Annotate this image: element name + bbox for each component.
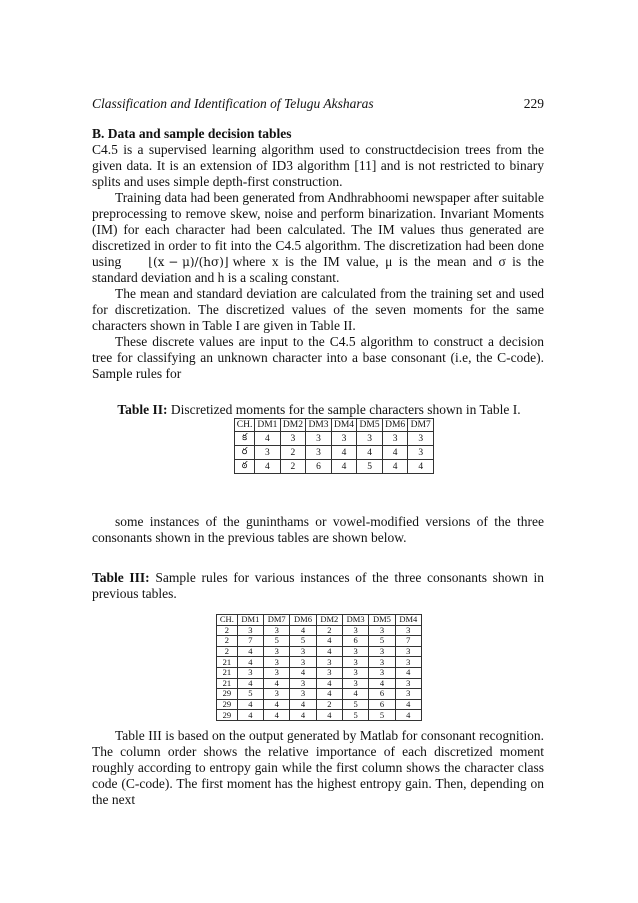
table-cell: 3 (369, 646, 395, 657)
table-cell: 2 (316, 699, 342, 710)
table-cell: 3 (357, 432, 383, 446)
column-header: DM2 (316, 615, 342, 626)
table-cell: 3 (331, 432, 357, 446)
table-cell: 4 (237, 710, 263, 721)
column-header: DM1 (237, 615, 263, 626)
table-cell: 2 (316, 625, 342, 636)
table-cell: 4 (395, 699, 421, 710)
table-cell: 3 (342, 678, 368, 689)
table-cell: 3 (280, 432, 306, 446)
table-cell: 2 (280, 446, 306, 460)
table-cell: 4 (264, 699, 290, 710)
table-cell: 4 (331, 460, 357, 474)
table-cell: ర (235, 446, 255, 460)
table-cell: 4 (316, 678, 342, 689)
column-header: DM5 (357, 419, 383, 432)
table-cell: 4 (316, 636, 342, 647)
table-cell: 4 (255, 460, 281, 474)
table-cell: 5 (290, 636, 316, 647)
table-cell: 21 (217, 657, 238, 668)
table-cell: 5 (342, 699, 368, 710)
paragraph-2 (92, 190, 544, 286)
table-cell: 3 (264, 689, 290, 700)
table-cell: 2 (217, 646, 238, 657)
table-cell: 29 (217, 710, 238, 721)
table-cell: 6 (369, 699, 395, 710)
column-header: DM6 (382, 419, 408, 432)
table-cell: 3 (264, 646, 290, 657)
table-cell: 4 (290, 667, 316, 678)
table-cell: 3 (395, 625, 421, 636)
table-cell: 3 (290, 689, 316, 700)
table-cell: 4 (237, 657, 263, 668)
paragraph-4: These discrete values are input to the C4.5 algorithm to construct a decision tree for classifying an unknown character into a base consonant (i.e, the C-code). Sample rules for (92, 334, 544, 381)
table-cell: 3 (342, 667, 368, 678)
table-cell: 4 (264, 678, 290, 689)
table-cell: 3 (342, 646, 368, 657)
table-cell: 29 (217, 689, 238, 700)
table-cell: 4 (382, 460, 408, 474)
table-cell: 5 (237, 689, 263, 700)
table-row (217, 678, 422, 689)
table-cell: 4 (237, 678, 263, 689)
table-cell: 3 (342, 625, 368, 636)
column-header: DM1 (255, 419, 281, 432)
table-cell: 5 (369, 710, 395, 721)
table-2-caption-text: Discretized moments for the sample characters shown in Table I. (167, 402, 521, 417)
table-cell: 3 (290, 678, 316, 689)
table-cell: 4 (357, 446, 383, 460)
column-header: DM3 (342, 615, 368, 626)
table-cell: 4 (369, 678, 395, 689)
table-cell: 21 (217, 678, 238, 689)
discretization-formula: ⌊(x − μ)/(hσ)⌋ (148, 255, 229, 269)
column-header: CH. (235, 419, 255, 432)
table-cell: 3 (316, 667, 342, 678)
table-row (235, 460, 434, 474)
table-cell: 4 (290, 699, 316, 710)
table-cell: 4 (290, 710, 316, 721)
table-cell: 5 (264, 636, 290, 647)
table-cell: 3 (408, 446, 434, 460)
table-cell: 3 (369, 657, 395, 668)
table-row (217, 699, 422, 710)
table-cell: 3 (395, 678, 421, 689)
table-cell: 3 (264, 657, 290, 668)
table-cell: 2 (217, 625, 238, 636)
table-cell: 3 (306, 446, 332, 460)
table-row (235, 446, 434, 460)
column-header: CH. (217, 615, 238, 626)
table-row (217, 689, 422, 700)
table-row (217, 657, 422, 668)
column-header: DM3 (306, 419, 332, 432)
table-cell: 3 (369, 667, 395, 678)
table-cell: 6 (306, 460, 332, 474)
table-cell: 3 (395, 657, 421, 668)
column-header: DM4 (395, 615, 421, 626)
table-cell: 3 (408, 432, 434, 446)
paragraph-5: some instances of the guninthams or vowel-modified versions of the three consonants shown in the previous tables are shown below. (92, 514, 544, 545)
table-cell: 4 (331, 446, 357, 460)
table-cell: 4 (316, 689, 342, 700)
running-header (92, 96, 544, 114)
section-heading: B. Data and sample decision tables (92, 126, 292, 141)
table-3 (216, 614, 422, 721)
paragraph-2b: where x is the IM value, μ is the mean and σ is the standard deviation and h is a scaling constant. (92, 254, 544, 285)
column-header: DM7 (408, 419, 434, 432)
table-cell: 5 (342, 710, 368, 721)
table-cell: ఠ (235, 460, 255, 474)
running-title: Classification and Identification of Telugu Aksharas (92, 96, 374, 111)
column-header: DM4 (331, 419, 357, 432)
column-header: DM2 (280, 419, 306, 432)
table-cell: 3 (290, 646, 316, 657)
table-cell: 3 (316, 657, 342, 668)
section-body (92, 126, 544, 382)
table-cell: 4 (237, 646, 263, 657)
table-row (217, 710, 422, 721)
table-cell: 7 (237, 636, 263, 647)
table-cell: 3 (264, 667, 290, 678)
table-row (217, 646, 422, 657)
table-cell: 4 (290, 625, 316, 636)
table-cell: క (235, 432, 255, 446)
table-3-label: Table III: (92, 570, 150, 585)
table-cell: 4 (316, 646, 342, 657)
table-row (217, 636, 422, 647)
table-cell: 4 (395, 667, 421, 678)
table-cell: 2 (217, 636, 238, 647)
table-cell: 2 (280, 460, 306, 474)
paragraph-6: Table III is based on the output generated by Matlab for consonant recognition. The column order shows the relative importance of each discretized moment roughly according to entropy gain while the first column shows the character class code (C-code). The first moment has the highest entropy gain. Then, depending on the next (92, 728, 544, 807)
table-cell: 4 (255, 432, 281, 446)
table-2 (234, 418, 434, 474)
paragraph-2a: Training data had been generated from Andhrabhoomi newspaper after suitable preprocessing to remove skew, noise and perform binarization. Invariant Moments (IM) for each character had been calculated. The IM values thus generated are discretized in order to fit into the C4.5 algorithm. The discretization had been done using (92, 190, 544, 269)
column-header: DM6 (290, 615, 316, 626)
table-row (235, 432, 434, 446)
table-cell: 3 (382, 432, 408, 446)
table-cell: 4 (382, 446, 408, 460)
table-cell: 4 (316, 710, 342, 721)
table-3-caption (92, 570, 544, 602)
column-header: DM7 (264, 615, 290, 626)
table-cell: 4 (395, 710, 421, 721)
table-cell: 3 (395, 646, 421, 657)
table-cell: 3 (306, 432, 332, 446)
table-cell: 3 (255, 446, 281, 460)
table-cell: 5 (357, 460, 383, 474)
table-cell: 6 (342, 636, 368, 647)
table-cell: 3 (237, 667, 263, 678)
table-cell: 4 (264, 710, 290, 721)
table-row (217, 625, 422, 636)
column-header: DM5 (369, 615, 395, 626)
paragraph-1: C4.5 is a supervised learning algorithm used to constructdecision trees from the given data. It is an extension of ID3 algorithm [11] and is not restricted to binary splits and uses simple depth-first construction. (92, 142, 544, 189)
table-cell: 6 (369, 689, 395, 700)
table-cell: 3 (264, 625, 290, 636)
table-cell: 4 (237, 699, 263, 710)
table-cell: 4 (408, 460, 434, 474)
table-cell: 3 (395, 689, 421, 700)
table-row (217, 667, 422, 678)
table-cell: 3 (342, 657, 368, 668)
table-cell: 3 (237, 625, 263, 636)
table-cell: 3 (369, 625, 395, 636)
table-2-caption (0, 402, 638, 418)
table-cell: 4 (342, 689, 368, 700)
table-cell: 7 (395, 636, 421, 647)
table-2-label: Table II: (117, 402, 168, 417)
table-cell: 3 (290, 657, 316, 668)
paragraph-3: The mean and standard deviation are calculated from the training set and used for discretization. The discretized values of the seven moments for the same characters shown in Table I are given in Table II. (92, 286, 544, 333)
table-cell: 29 (217, 699, 238, 710)
table-3-caption-text: Sample rules for various instances of the three consonants shown in previous tables. (92, 570, 545, 601)
table-cell: 5 (369, 636, 395, 647)
table-cell: 21 (217, 667, 238, 678)
page-number: 229 (523, 96, 544, 111)
